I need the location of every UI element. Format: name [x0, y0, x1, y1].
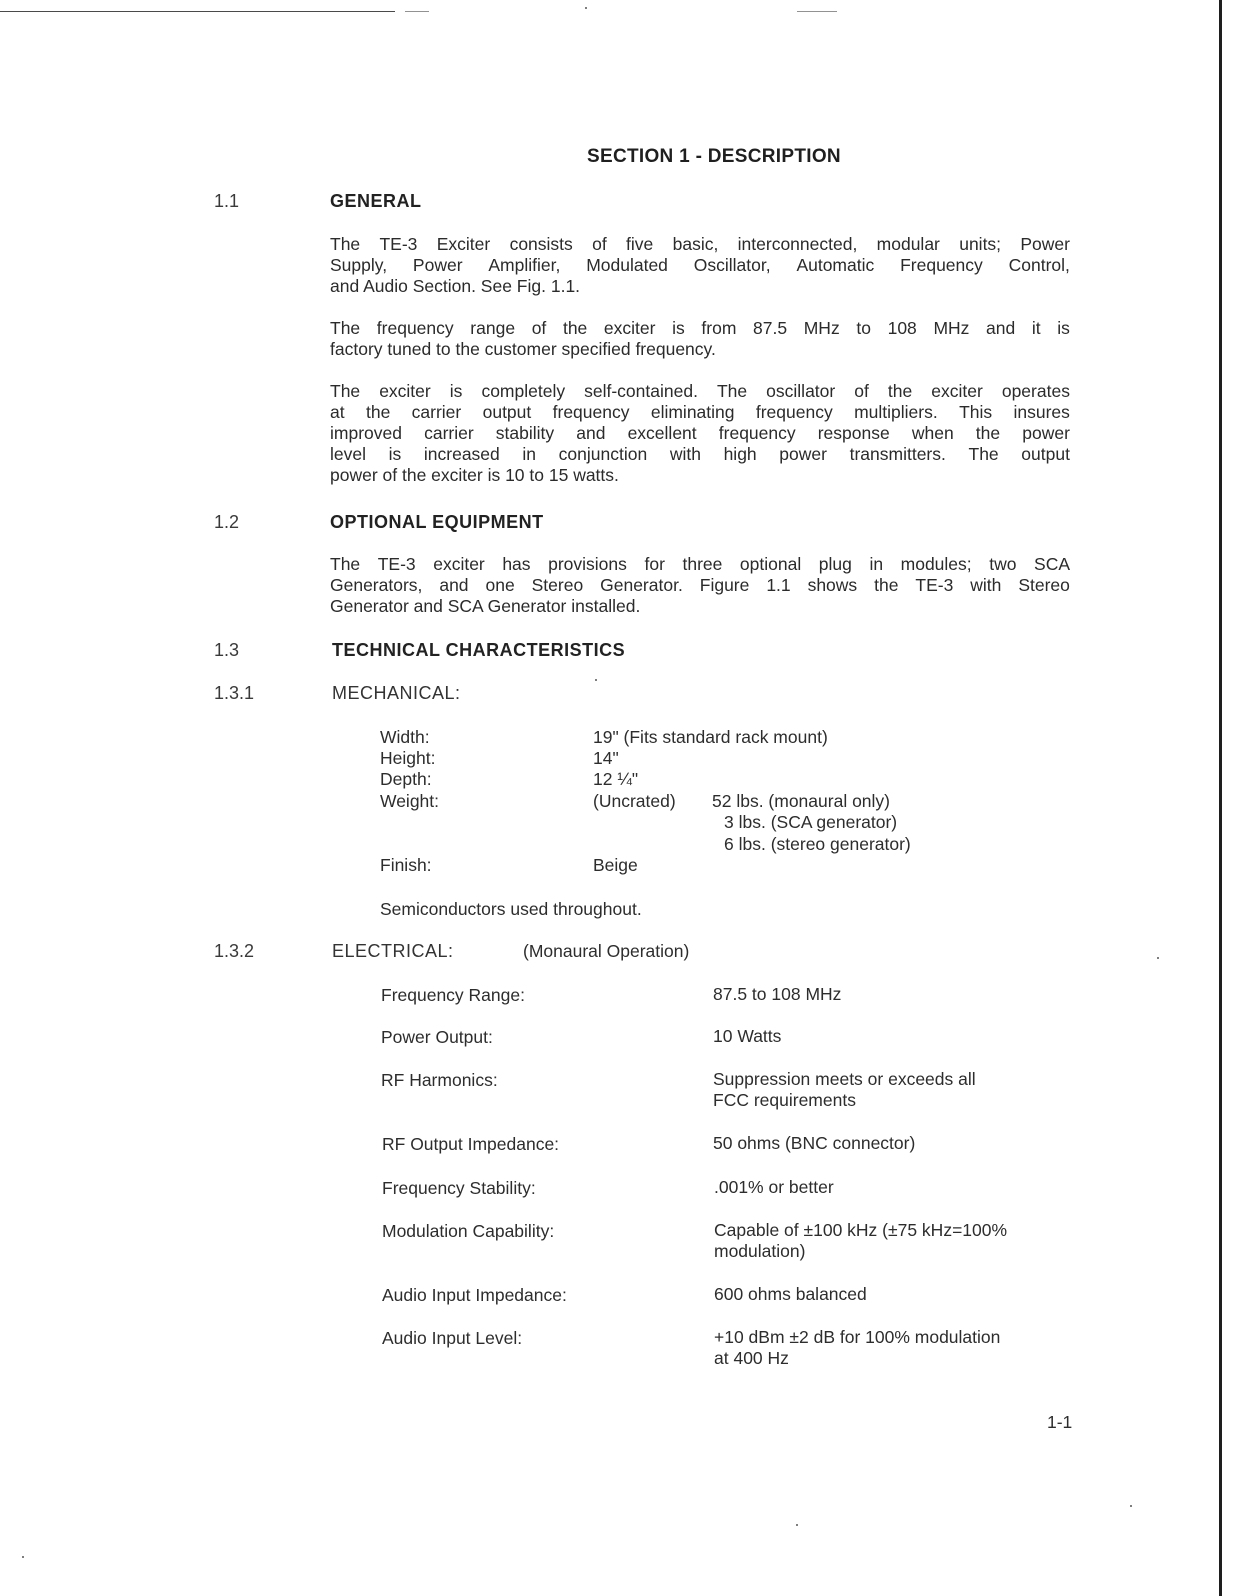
mech-weight-value-monaural: 52 lbs. (monaural only) — [712, 791, 890, 811]
spec-value-rf-harmonics-line2: FCC requirements — [713, 1090, 856, 1110]
mech-width-label: Width: — [380, 727, 430, 747]
heading-general: GENERAL — [330, 191, 422, 211]
paragraph-line: power of the exciter is 10 to 15 watts. — [330, 465, 619, 485]
optional-paragraph — [330, 554, 1070, 617]
spec-value-rf-harmonics-line1: Suppression meets or exceeds all — [713, 1069, 976, 1089]
paragraph-line: improved carrier stability and excellent frequency response when the power — [330, 423, 1070, 443]
paragraph-line: at the carrier output frequency eliminating frequency multipliers. This insures — [330, 402, 1070, 422]
section-number-technical: 1.3 — [214, 640, 240, 660]
spec-label-rf-harmonics: RF Harmonics: — [381, 1070, 498, 1090]
paragraph-line: Generators, and one Stereo Generator. Figure 1.1 shows the TE-3 with Stereo — [330, 575, 1070, 595]
spec-value-audio-input-impedance: 600 ohms balanced — [714, 1284, 867, 1304]
scan-artifact-top-line — [0, 11, 395, 12]
heading-technical-characteristics: TECHNICAL CHARACTERISTICS — [332, 640, 626, 660]
paragraph-line: The exciter is completely self-contained. The oscillator of the exciter operates — [330, 381, 1070, 401]
spec-label-audio-input-level: Audio Input Level: — [382, 1328, 523, 1348]
spec-label-modulation-capability: Modulation Capability: — [382, 1221, 555, 1241]
spec-label-power-output: Power Output: — [381, 1027, 493, 1047]
heading-optional-equipment: OPTIONAL EQUIPMENT — [330, 512, 544, 532]
paragraph-line: The TE-3 exciter has provisions for three optional plug in modules; two SCA — [330, 554, 1070, 574]
scan-speck — [595, 679, 597, 681]
mech-weight-label: Weight: — [380, 791, 440, 811]
spec-label-frequency-stability: Frequency Stability: — [382, 1178, 536, 1198]
general-paragraph-1 — [330, 234, 1070, 297]
section-title: SECTION 1 - DESCRIPTION — [587, 146, 841, 167]
mech-finish-label: Finish: — [380, 855, 432, 875]
scan-speck — [1157, 957, 1159, 959]
scan-speck — [585, 7, 587, 9]
heading-electrical: ELECTRICAL: — [332, 941, 454, 961]
spec-label-rf-output-impedance: RF Output Impedance: — [382, 1134, 560, 1154]
mech-finish-value: Beige — [593, 855, 638, 875]
spec-value-frequency-range: 87.5 to 108 MHz — [713, 984, 842, 1004]
scan-speck — [1130, 1505, 1132, 1507]
mech-height-value: 14" — [593, 748, 619, 768]
page-number: 1-1 — [1047, 1412, 1073, 1432]
paragraph-line: The frequency range of the exciter is from 87.5 MHz to 108 MHz and it is — [330, 318, 1070, 338]
mech-weight-value-stereo: 6 lbs. (stereo generator) — [724, 834, 911, 854]
heading-mechanical: MECHANICAL: — [332, 683, 461, 703]
paragraph-line: and Audio Section. See Fig. 1.1. — [330, 276, 581, 296]
spec-value-audio-input-level-line2: at 400 Hz — [714, 1348, 789, 1368]
spec-value-modulation-capability-line2: modulation) — [714, 1241, 806, 1261]
scan-artifact-top-dash-right — [797, 11, 837, 12]
section-number-mechanical: 1.3.1 — [214, 683, 255, 703]
spec-value-audio-input-level-line1: +10 dBm ±2 dB for 100% modulation — [714, 1327, 1001, 1347]
scan-artifact-top-dash — [405, 11, 429, 12]
paragraph-line: level is increased in conjunction with high power transmitters. The output — [330, 444, 1070, 464]
paragraph-line: Generator and SCA Generator installed. — [330, 596, 641, 616]
spec-value-rf-output-impedance: 50 ohms (BNC connector) — [713, 1133, 916, 1153]
scan-speck — [796, 1524, 798, 1526]
paragraph-line: Supply, Power Amplifier, Modulated Oscillator, Automatic Frequency Control, — [330, 255, 1070, 275]
mech-height-label: Height: — [380, 748, 436, 768]
mech-depth-label: Depth: — [380, 769, 432, 789]
general-paragraph-3 — [330, 381, 1070, 486]
mech-width-value: 19" (Fits standard rack mount) — [593, 727, 828, 747]
spec-value-power-output: 10 Watts — [713, 1026, 782, 1046]
paragraph-line: factory tuned to the customer specified frequency. — [330, 339, 716, 359]
section-number-general: 1.1 — [214, 191, 240, 211]
section-number-electrical: 1.3.2 — [214, 941, 255, 961]
spec-label-frequency-range: Frequency Range: — [381, 985, 525, 1005]
scan-speck — [22, 1556, 24, 1558]
page-right-edge — [1219, 0, 1222, 1596]
electrical-mode: (Monaural Operation) — [523, 941, 690, 961]
mech-note: Semiconductors used throughout. — [380, 899, 642, 919]
spec-value-modulation-capability-line1: Capable of ±100 kHz (±75 kHz=100% — [714, 1220, 1008, 1240]
paragraph-line: The TE-3 Exciter consists of five basic, interconnected, modular units; Power — [330, 234, 1070, 254]
spec-value-frequency-stability: .001% or better — [714, 1177, 834, 1197]
section-number-optional: 1.2 — [214, 512, 240, 532]
general-paragraph-2 — [330, 318, 1070, 360]
mech-weight-value-sca: 3 lbs. (SCA generator) — [724, 812, 898, 832]
spec-label-audio-input-impedance: Audio Input Impedance: — [382, 1285, 567, 1305]
mech-weight-note: (Uncrated) — [593, 791, 676, 811]
mech-depth-value: 12 ¼" — [593, 769, 639, 789]
